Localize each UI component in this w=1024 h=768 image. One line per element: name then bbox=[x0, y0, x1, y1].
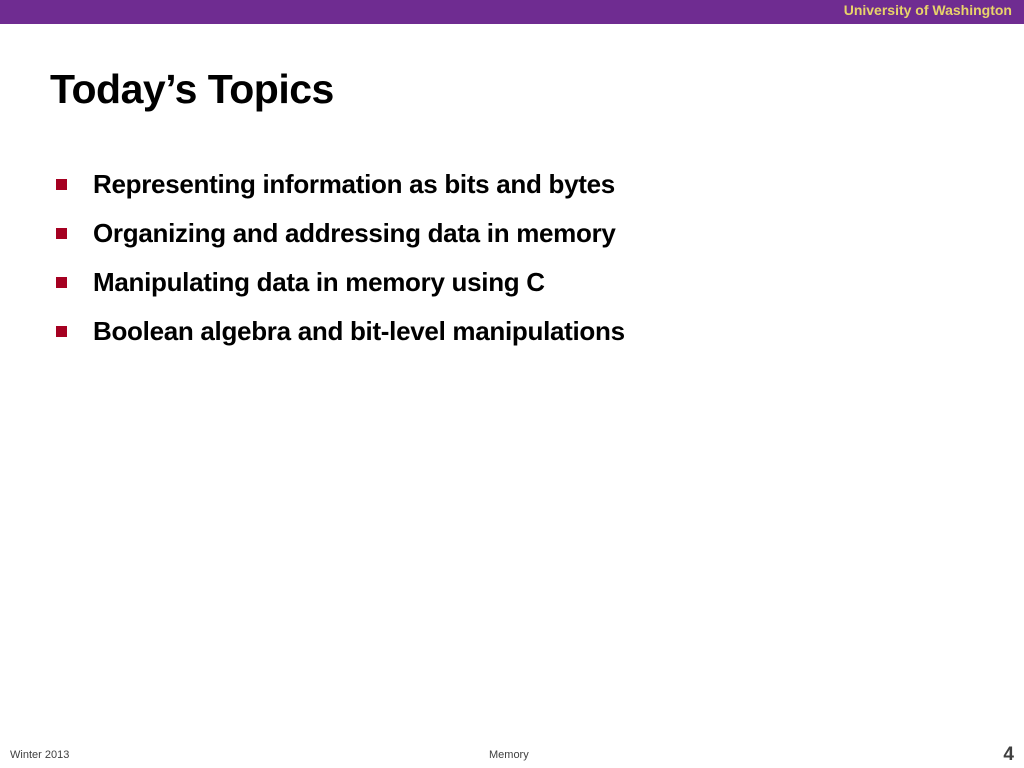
list-item bbox=[56, 258, 625, 307]
slide-title: Today’s Topics bbox=[50, 66, 334, 112]
topic-list bbox=[56, 160, 625, 356]
list-item bbox=[56, 160, 625, 209]
square-bullet-icon bbox=[56, 277, 67, 288]
square-bullet-icon bbox=[56, 228, 67, 239]
header-bar bbox=[0, 0, 1024, 24]
list-item-text: Representing information as bits and bytes bbox=[93, 169, 615, 199]
square-bullet-icon bbox=[56, 179, 67, 190]
list-item bbox=[56, 209, 625, 258]
list-item-text: Manipulating data in memory using C bbox=[93, 267, 545, 297]
list-item bbox=[56, 307, 625, 356]
page-number: 4 bbox=[1003, 744, 1014, 765]
square-bullet-icon bbox=[56, 326, 67, 337]
footer-topic: Memory bbox=[489, 749, 529, 761]
list-item-text: Boolean algebra and bit-level manipulations bbox=[93, 316, 625, 346]
organization-name: University of Washington bbox=[843, 2, 1012, 18]
footer-term: Winter 2013 bbox=[10, 749, 70, 761]
list-item-text: Organizing and addressing data in memory bbox=[93, 218, 616, 248]
